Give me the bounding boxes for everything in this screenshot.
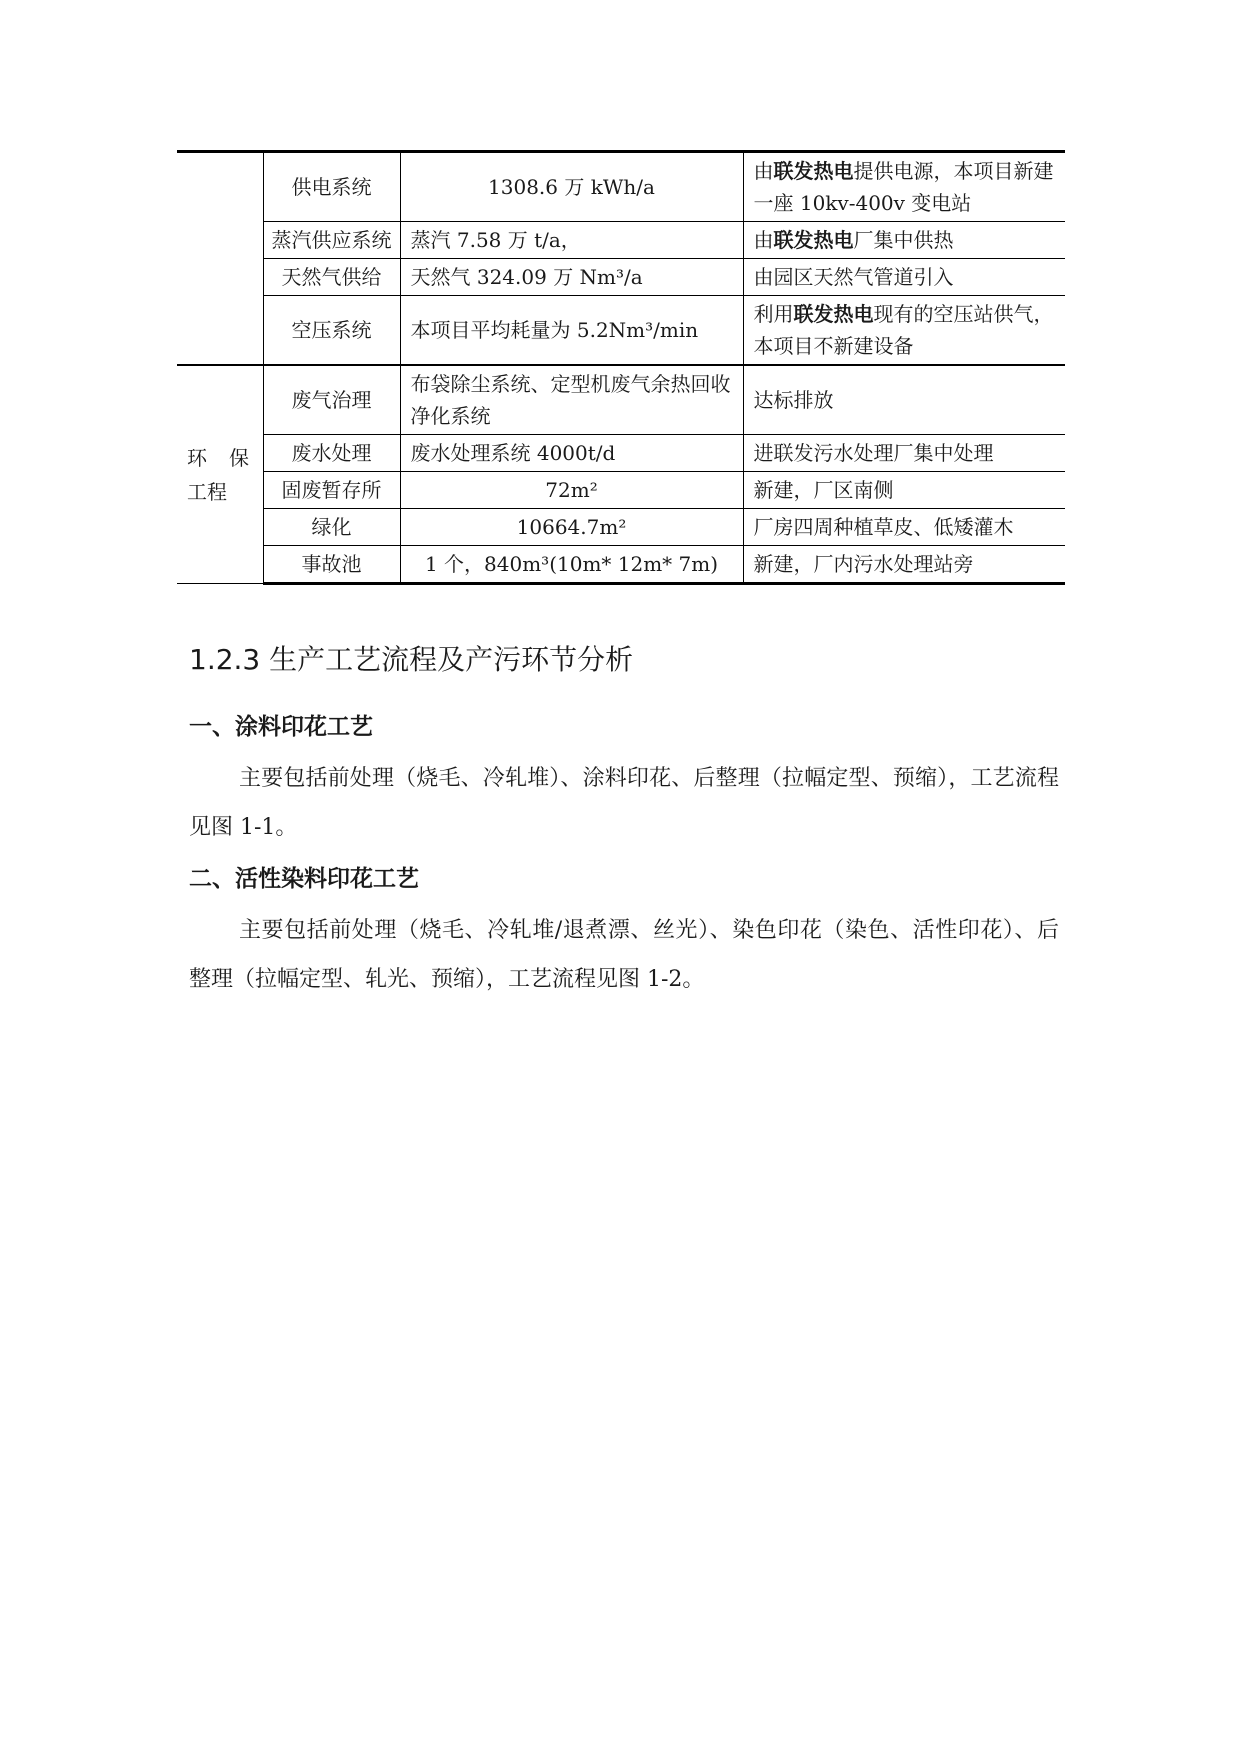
- note-cell: 由联发热电提供电源，本项目新建一座 10kv-400v 变电站: [743, 152, 1065, 222]
- note-cell: 厂房四周种植草皮、低矮灌木: [743, 509, 1065, 546]
- item-cell: 废气治理: [263, 365, 400, 435]
- category-cell-utilities: [177, 152, 263, 366]
- table-row: [177, 152, 1065, 222]
- table-row: [177, 222, 1065, 259]
- item-cell: 蒸汽供应系统: [263, 222, 400, 259]
- item-cell: 固废暂存所: [263, 472, 400, 509]
- table-row: [177, 259, 1065, 296]
- paragraph-reactive-printing: 主要包括前处理（烧毛、冷轧堆/退煮漂、丝光）、染色印花（染色、活性印花）、后整理（拉幅定型、轧光、预缩），工艺流程见图 1-2。: [189, 918, 1059, 992]
- section-heading: 1.2.3 生产工艺流程及产污环节分析: [189, 643, 634, 676]
- value-cell: 1308.6 万 kWh/a: [400, 152, 743, 222]
- value-cell: 蒸汽 7.58 万 t/a，: [400, 222, 743, 259]
- item-cell: 废水处理: [263, 435, 400, 472]
- value-cell: 72m²: [400, 472, 743, 509]
- project-composition-table: [177, 150, 1065, 585]
- category-label-2: 工程: [187, 479, 227, 504]
- subsection-title-pigment-printing: 一、涂料印花工艺: [189, 714, 373, 740]
- value-cell: 天然气 324.09 万 Nm³/a: [400, 259, 743, 296]
- value-cell: 本项目平均耗量为 5.2Nm³/min: [400, 296, 743, 366]
- item-cell: 事故池: [263, 546, 400, 584]
- value-cell: 废水处理系统 4000t/d: [400, 435, 743, 472]
- note-cell: 达标排放: [743, 365, 1065, 435]
- note-cell: 进联发污水处理厂集中处理: [743, 435, 1065, 472]
- item-cell: 天然气供给: [263, 259, 400, 296]
- category-cell-environmental: [177, 365, 263, 584]
- note-cell: 新建，厂内污水处理站旁: [743, 546, 1065, 584]
- table-row: [177, 509, 1065, 546]
- note-cell: 新建，厂区南侧: [743, 472, 1065, 509]
- table-row: [177, 435, 1065, 472]
- item-cell: 空压系统: [263, 296, 400, 366]
- item-cell: 绿化: [263, 509, 400, 546]
- table-row: [177, 546, 1065, 584]
- subsection-title-reactive-printing: 二、活性染料印花工艺: [189, 866, 419, 892]
- item-cell: 供电系统: [263, 152, 400, 222]
- table-row: [177, 472, 1065, 509]
- value-cell: 布袋除尘系统、定型机废气余热回收净化系统: [400, 365, 743, 435]
- paragraph-pigment-printing: 主要包括前处理（烧毛、冷轧堆）、涂料印花、后整理（拉幅定型、预缩），工艺流程见图 1-1。: [189, 766, 1059, 840]
- category-label: 环 保: [187, 445, 249, 470]
- note-cell: 由联发热电厂集中供热: [743, 222, 1065, 259]
- table-row: [177, 296, 1065, 366]
- value-cell: 10664.7m²: [400, 509, 743, 546]
- note-cell: 利用联发热电现有的空压站供气，本项目不新建设备: [743, 296, 1065, 366]
- value-cell: 1 个，840m³(10m* 12m* 7m): [400, 546, 743, 584]
- note-cell: 由园区天然气管道引入: [743, 259, 1065, 296]
- table-row: [177, 365, 1065, 435]
